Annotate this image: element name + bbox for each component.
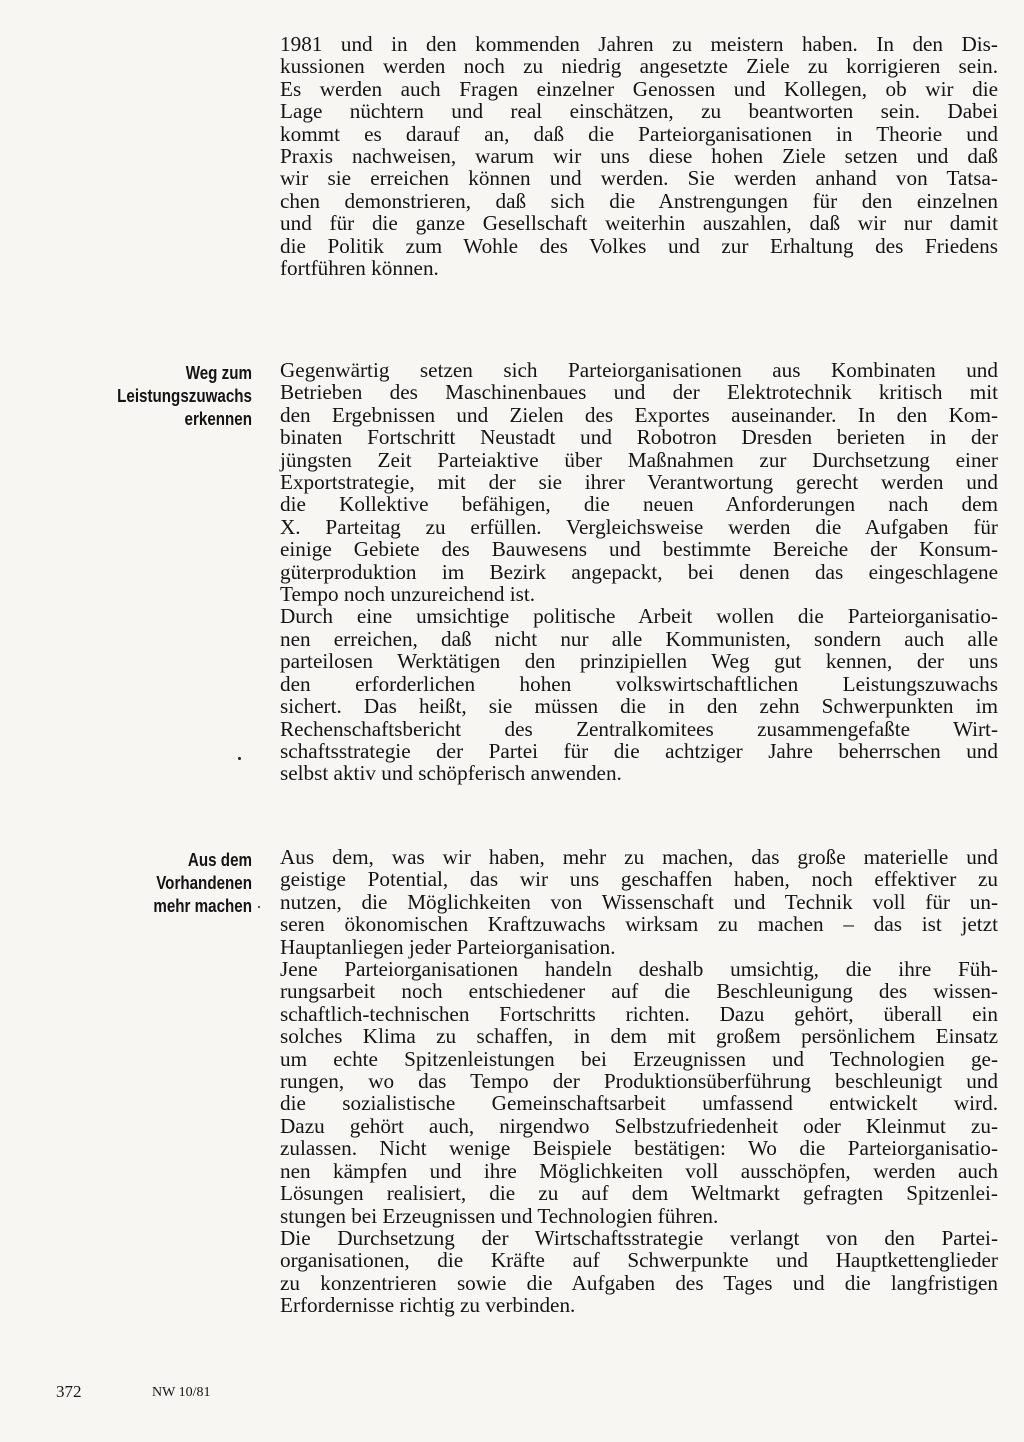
text-line: Aus dem, was wir haben, mehr zu machen, das große materielle und — [280, 845, 998, 869]
text-line: kommt es darauf an, daß die Parteiorganisationen in Theorie und — [280, 121, 998, 146]
side-heading-line: Aus dem — [187, 849, 252, 870]
text-line: seren ökonomischen Kraftzuwachs wirksam zu machen – das ist jetzt — [280, 912, 998, 937]
text-line: Hauptanliegen jeder Parteiorganisation. — [280, 934, 616, 959]
text-line: parteilosen Werktätigen den prinzipiellen Weg gut kennen, der uns — [280, 649, 998, 674]
text-line: sichert. Das heißt, sie müssen die in den zehn Schwerpunkten im — [280, 694, 998, 719]
text-line: schaftsstrategie der Partei für die achtziger Jahre beherrschen und — [280, 738, 998, 763]
text-line: um echte Spitzenleistungen bei Erzeugnissen und Technologien ge- — [280, 1046, 998, 1071]
text-line: die Politik zum Wohle des Volkes und zur Erhaltung des Friedens — [280, 233, 998, 258]
text-line: selbst aktiv und schöpferisch anwenden. — [280, 761, 622, 786]
paragraph-weg-zum-leistungszuwachs — [280, 359, 998, 785]
text-line: binaten Fortschritt Neustadt und Robotron Dresden berieten in der — [280, 425, 998, 450]
text-line: nen kämpfen und ihre Möglichkeiten voll ausschöpfen, werden auch — [280, 1158, 998, 1183]
text-line: Durch eine umsichtige politische Arbeit wollen die Parteiorganisatio- — [280, 604, 998, 629]
paragraph-aus-dem-vorhandenen — [280, 846, 998, 1317]
text-line: X. Parteitag zu erfüllen. Vergleichsweise werden die Aufgaben für — [280, 514, 998, 539]
side-heading-line: erkennen — [184, 408, 252, 430]
print-speck — [238, 757, 241, 760]
text-line: Erfordernisse richtig zu verbinden. — [280, 1293, 576, 1318]
text-line: Dazu gehört auch, nirgendwo Selbstzufriedenheit oder Kleinmut zu- — [280, 1113, 998, 1138]
print-speck — [258, 906, 260, 908]
text-line: zulassen. Nicht wenige Beispiele bestätigen: Wo die Parteiorganisatio- — [280, 1136, 998, 1161]
text-line: geistige Potential, das wir uns geschaffen haben, noch effektiver zu — [280, 867, 998, 892]
text-line: Gegenwärtig setzen sich Parteiorganisationen aus Kombinaten und — [280, 358, 998, 382]
text-line: jüngsten Zeit Parteiaktive über Maßnahmen zur Durchsetzung einer — [280, 447, 998, 472]
text-line: zu konzentrieren sowie die Aufgaben des Tages und die langfristigen — [280, 1270, 998, 1295]
side-heading-line: Leistungszuwachs — [117, 385, 253, 407]
text-line: die sozialistische Gemeinschaftsarbeit umfassend entwickelt wird. — [280, 1091, 998, 1116]
text-line: kussionen werden noch zu niedrig angesetzte Ziele zu korrigieren sein. — [280, 54, 998, 79]
side-heading-line: Vorhandenen — [156, 872, 252, 894]
text-line: den Ergebnissen und Zielen des Exportes auseinander. In den Kom- — [280, 402, 998, 427]
text-line: Tempo noch unzureichend ist. — [280, 582, 536, 607]
issue-label: NW 10/81 — [152, 1385, 211, 1400]
text-line: Exportstrategie, mit der sie ihrer Verantwortung gerecht werden und — [280, 470, 998, 495]
text-line: Praxis nachweisen, warum wir uns diese hohen Ziele setzen und daß — [280, 144, 998, 169]
paragraph-intro — [280, 33, 998, 279]
text-line: und für die ganze Gesellschaft weiterhin auszahlen, daß wir nur damit — [280, 211, 998, 236]
text-line: güterproduktion im Bezirk angepackt, bei denen das eingeschlagene — [280, 559, 998, 584]
text-line: Rechenschaftsbericht des Zentralkomitees zusammengefaßte Wirt- — [280, 716, 998, 741]
text-line: Die Durchsetzung der Wirtschaftsstrategie verlangt von den Partei- — [280, 1225, 998, 1250]
text-line: schaftlich-technischen Fortschritts richten. Dazu gehört, überall ein — [280, 1001, 998, 1026]
page-number: 372 — [56, 1382, 82, 1401]
side-heading-line: Weg zum — [185, 362, 252, 383]
text-line: rungen, wo das Tempo der Produktionsüberführung beschleunigt und — [280, 1069, 998, 1094]
text-line: Es werden auch Fragen einzelner Genossen und Kollegen, ob wir die — [280, 76, 998, 101]
text-line: rungsarbeit noch entschiedener auf die Beschleunigung des wissen- — [280, 979, 998, 1004]
text-line: Betrieben des Maschinenbaues und der Elektrotechnik kritisch mit — [280, 380, 998, 405]
text-line: solches Klima zu schaffen, in dem mit großem persönlichem Einsatz — [280, 1024, 998, 1049]
text-line: den erforderlichen hohen volkswirtschaftlichen Leistungszuwachs — [280, 671, 998, 696]
text-line: stungen bei Erzeugnissen und Technologien führen. — [280, 1203, 719, 1228]
text-line: einige Gebiete des Bauwesens und bestimmte Bereiche der Konsum- — [280, 537, 998, 562]
text-line: nen erreichen, daß nicht nur alle Kommunisten, sondern auch alle — [280, 626, 998, 651]
text-line: fortführen können. — [280, 256, 439, 281]
side-heading-line: mehr machen — [153, 895, 252, 917]
side-heading-weg-zum-leistungszuwachs — [55, 361, 252, 431]
text-line: Lage nüchtern und real einschätzen, zu beantworten sein. Dabei — [280, 99, 998, 124]
text-line: chen demonstrieren, daß sich die Anstrengungen für den einzelnen — [280, 188, 998, 213]
text-line: die Kollektive befähigen, die neuen Anforderungen nach dem — [280, 492, 998, 517]
text-line: Jene Parteiorganisationen handeln deshalb umsichtig, die ihre Füh- — [280, 957, 998, 982]
text-line: Lösungen realisiert, die zu auf dem Weltmarkt gefragten Spitzenlei- — [280, 1181, 998, 1206]
text-line: organisationen, die Kräfte auf Schwerpunkte und Hauptkettenglieder — [280, 1248, 998, 1273]
text-line: 1981 und in den kommenden Jahren zu meistern haben. In den Dis- — [280, 32, 998, 56]
text-line: wir sie erreichen können und werden. Sie werden anhand von Tatsa- — [280, 166, 998, 191]
text-line: nutzen, die Möglichkeiten von Wissenschaft und Technik voll für un- — [280, 889, 998, 914]
side-heading-aus-dem-vorhandenen — [55, 848, 252, 918]
